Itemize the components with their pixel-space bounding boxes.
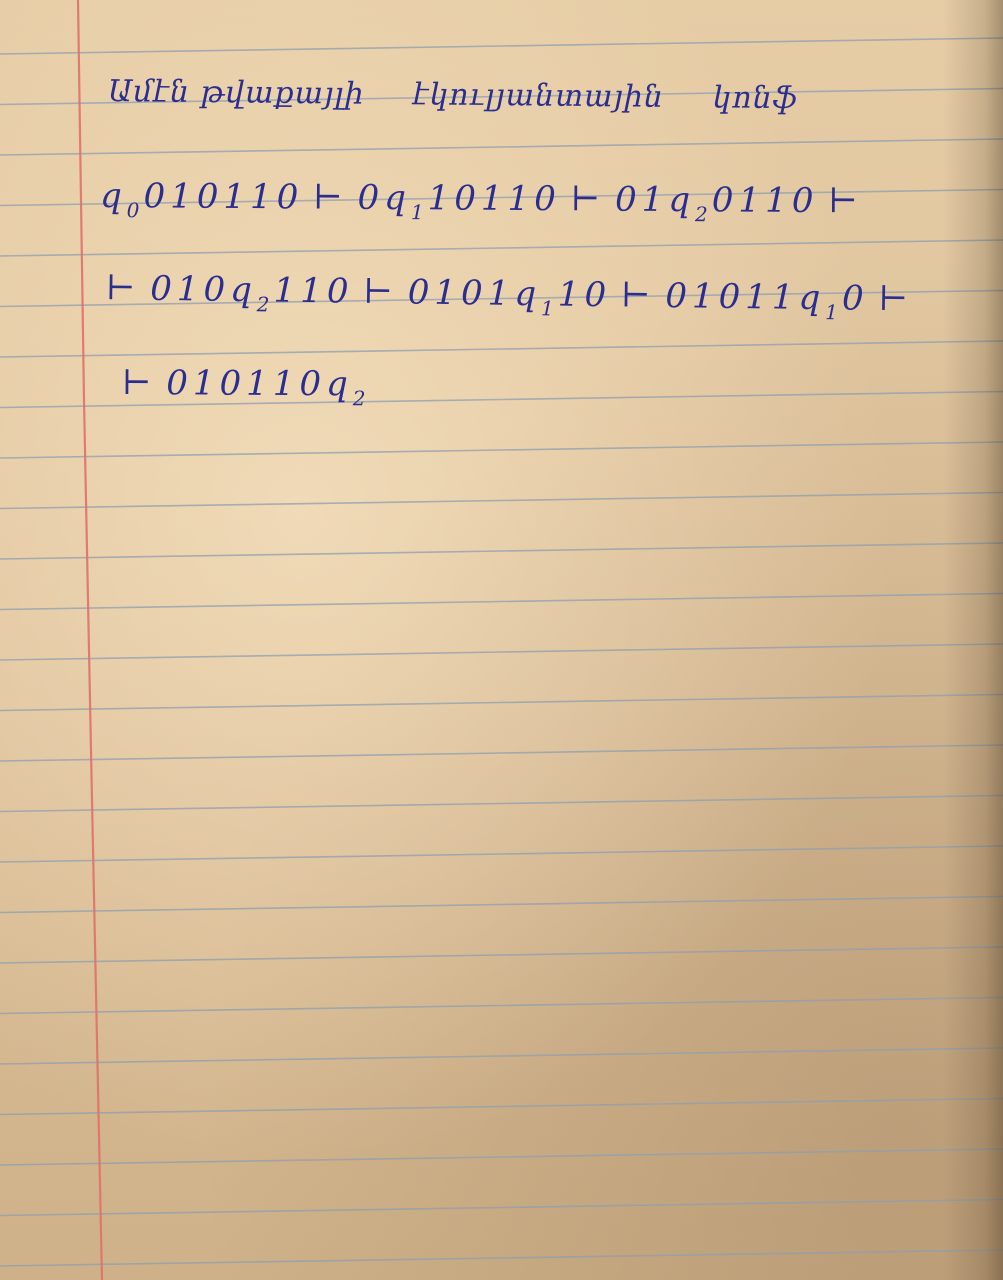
configuration-row-3: [112, 363, 370, 410]
state-symbol: q: [229, 269, 258, 311]
tape-symbols: 10110: [427, 178, 562, 220]
tape-symbols: 010110: [143, 176, 304, 218]
title-word: Ամէն թվաքայլի: [107, 74, 365, 112]
state-symbol: q: [99, 176, 127, 217]
tape-symbols: 010110: [166, 363, 327, 405]
state-symbol: q: [514, 273, 542, 315]
state-subscript: 2: [352, 386, 366, 411]
turnstile-symbol: ⊢: [121, 363, 157, 404]
turnstile-symbol: ⊢: [570, 179, 606, 220]
tape-symbols: 01011: [665, 275, 799, 318]
state-symbol: q: [798, 277, 826, 319]
state-symbol: q: [325, 364, 353, 405]
turnstile-symbol: ⊢: [620, 275, 656, 316]
tape-symbols: 0: [357, 177, 385, 218]
turnstile-symbol: ⊢: [828, 181, 863, 222]
state-subscript: 1: [540, 296, 554, 321]
configuration-row-1: [100, 176, 873, 227]
tape-symbols: 01: [614, 179, 669, 220]
turnstile-symbol: ⊢: [105, 268, 141, 309]
tape-symbols: 0101: [407, 272, 515, 314]
state-subscript: 2: [694, 202, 708, 227]
state-subscript: 2: [256, 292, 270, 317]
page-gutter-shadow: [943, 0, 1003, 1280]
state-subscript: 1: [824, 300, 838, 325]
tape-symbols: 0: [841, 278, 869, 319]
turnstile-symbol: ⊢: [363, 271, 399, 313]
turnstile-symbol: ⊢: [878, 278, 914, 320]
state-symbol: q: [384, 177, 412, 219]
state-subscript: 0: [126, 198, 140, 223]
tape-symbols: 10: [557, 274, 612, 316]
state-subscript: 1: [410, 200, 424, 225]
tape-symbols: 110: [273, 270, 354, 312]
title-word: էկուլյանտային: [412, 77, 665, 115]
title-word: կոնֆ: [712, 80, 799, 117]
tape-symbols: 0110: [711, 180, 819, 222]
tape-symbols: 010: [150, 268, 231, 310]
state-symbol: q: [668, 179, 696, 221]
turnstile-symbol: ⊢: [313, 177, 348, 218]
